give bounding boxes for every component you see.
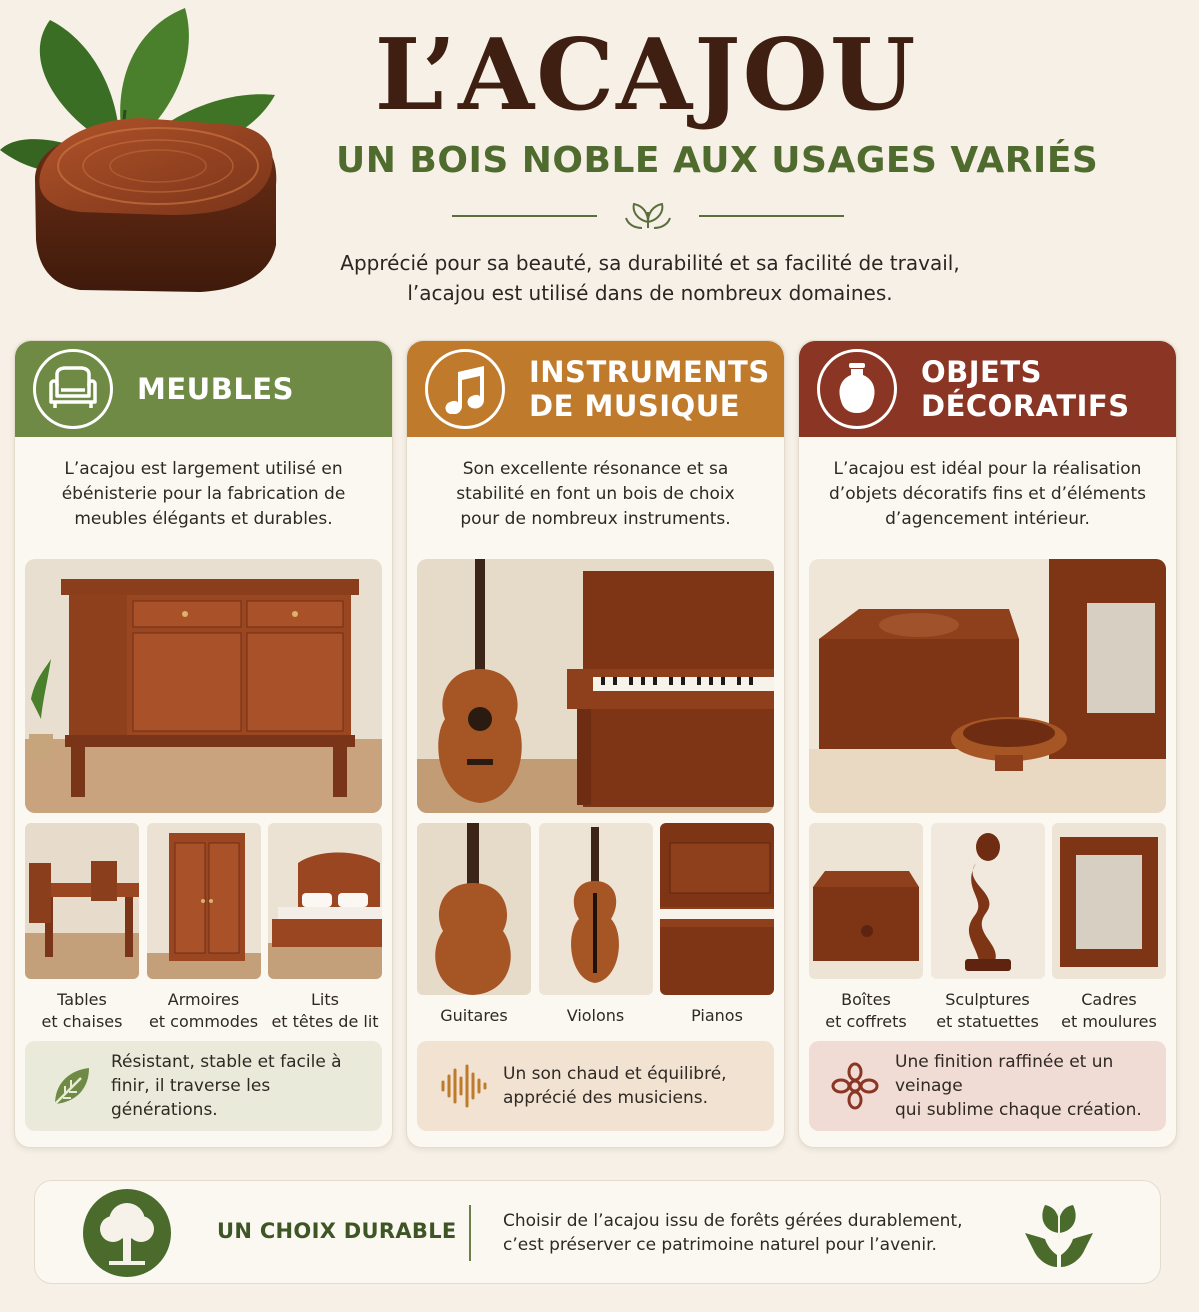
intro-text: Apprécié pour sa beauté, sa durabilité et sa facilité de travail, l’acajou est utilisé dans de nombreux domaines. — [340, 251, 960, 305]
music-note-icon — [425, 349, 505, 429]
thumbnail-row — [25, 823, 382, 1033]
callout-box — [417, 1041, 774, 1131]
flower-icon — [831, 1062, 879, 1110]
armchair-icon — [33, 349, 113, 429]
callout-box — [25, 1041, 382, 1131]
box-photo — [809, 823, 923, 979]
thumb-caption: Lits et têtes de lit — [271, 990, 379, 1031]
thumb-caption: Tables et chaises — [41, 990, 123, 1031]
callout-box — [809, 1041, 1166, 1131]
thumbnail-row — [809, 823, 1166, 1033]
thumb-caption: Armoires et commodes — [148, 990, 259, 1031]
thumb-caption: Pianos — [691, 1006, 743, 1025]
wardrobe-photo — [147, 823, 261, 979]
card-description: Son excellente résonance et sa stabilité en font un bois de choix pour de nombreux instruments. — [456, 459, 735, 529]
guitar-photo — [417, 823, 531, 995]
thumb-guitares — [417, 823, 531, 1027]
sculpture-photo — [931, 823, 1045, 979]
card-title: MEUBLES — [137, 372, 294, 406]
thumb-pianos — [660, 823, 774, 1027]
callout-text: Une finition raffinée et un veinage qui sublime chaque création. — [895, 1052, 1142, 1120]
title-divider — [452, 198, 844, 238]
thumb-lits — [268, 823, 382, 1033]
footer-title: UN CHOIX DURABLE — [217, 1219, 457, 1243]
leaf-icon — [47, 1062, 95, 1110]
thumb-caption: Cadres et moulures — [1061, 990, 1157, 1031]
card-instruments — [406, 340, 785, 1148]
footer-banner — [34, 1180, 1161, 1284]
violin-photo — [539, 823, 653, 995]
page-title: L’ACAJOU — [374, 18, 918, 133]
thumb-boites — [809, 823, 923, 1033]
card-title: OBJETS DÉCORATIFS — [921, 355, 1130, 423]
page-subtitle: UN BOIS NOBLE AUX USAGES VARIÉS — [336, 140, 1099, 181]
sound-wave-icon — [439, 1062, 487, 1110]
callout-text: Résistant, stable et facile à finir, il traverse les générations. — [111, 1052, 342, 1120]
thumb-sculptures — [931, 823, 1045, 1033]
frame-photo — [1052, 823, 1166, 979]
thumbnail-row — [417, 823, 774, 1027]
card-description: L’acajou est largement utilisé en ébénisterie pour la fabrication de meubles élégants et durables. — [61, 459, 346, 529]
bed-photo — [268, 823, 382, 979]
thumb-violons — [539, 823, 653, 1027]
card-header — [15, 341, 392, 437]
sprout-icon — [626, 204, 670, 228]
card-meubles — [14, 340, 393, 1148]
card-objets — [798, 340, 1177, 1148]
callout-text: Un son chaud et équilibré, apprécié des musiciens. — [503, 1064, 727, 1108]
thumb-caption: Guitares — [440, 1006, 508, 1025]
thumb-armoires — [147, 823, 261, 1033]
card-description: L’acajou est idéal pour la réalisation d’objets décoratifs fins et d’éléments d’agencement intérieur. — [829, 459, 1146, 529]
card-header — [799, 341, 1176, 437]
piano-photo — [660, 823, 774, 995]
sideboard-photo — [25, 559, 382, 813]
footer-text: Choisir de l’acajou issu de forêts gérées durablement, c’est préserver ce patrimoine naturel pour l’avenir. — [503, 1211, 963, 1255]
thumb-cadres — [1052, 823, 1166, 1033]
card-header — [407, 341, 784, 437]
card-title: INSTRUMENTS DE MUSIQUE — [529, 355, 770, 423]
thumb-tables — [25, 823, 139, 1033]
guitar-piano-photo — [417, 559, 774, 813]
footer-divider — [469, 1205, 471, 1261]
tree-icon — [79, 1185, 175, 1285]
thumb-caption: Boîtes et coffrets — [825, 990, 907, 1031]
thumb-caption: Violons — [566, 1006, 625, 1025]
carved-box-photo — [809, 559, 1166, 813]
hands-plant-icon — [1019, 1193, 1099, 1277]
vase-icon — [817, 349, 897, 429]
table-chairs-photo — [25, 823, 139, 979]
thumb-caption: Sculptures et statuettes — [936, 990, 1039, 1031]
wood-block-illustration — [0, 0, 300, 320]
